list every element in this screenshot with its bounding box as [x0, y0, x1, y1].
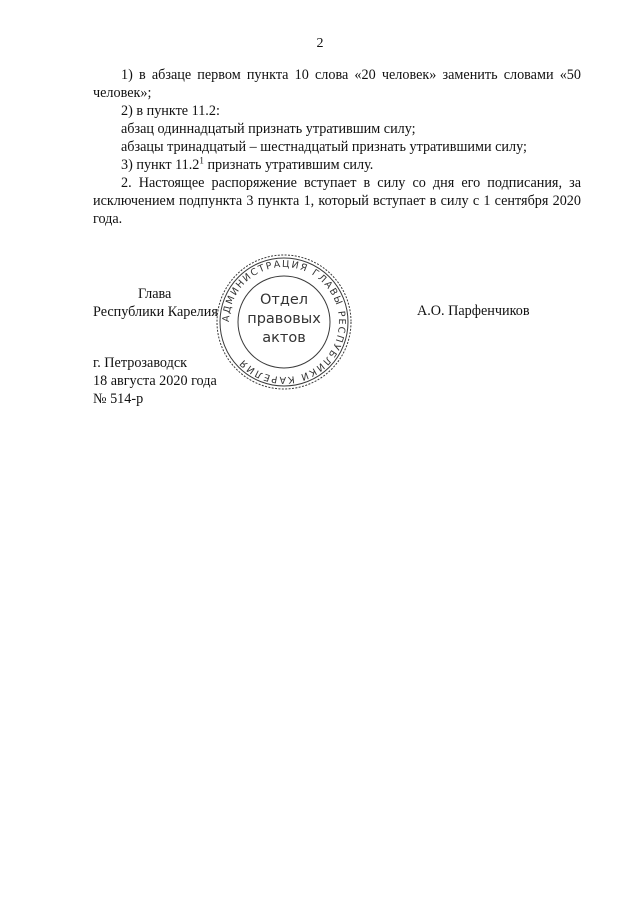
document-date: 18 августа 2020 года: [93, 373, 217, 389]
stamp-ring-text: АДМИНИСТРАЦИЯ ГЛАВЫ РЕСПУБЛИКИ КАРЕЛИЯ: [220, 258, 348, 386]
paragraph-5-suffix: признать утратившим силу.: [203, 157, 374, 173]
stamp-center-line-2: правовых: [247, 311, 321, 327]
page-number: 2: [316, 36, 324, 51]
paragraph-5: [93, 156, 581, 174]
document-body: [93, 66, 581, 228]
signature-title-line-2: Республики Карелия: [93, 304, 218, 320]
signature-title: [93, 285, 218, 321]
paragraph-5-prefix: 3) пункт 11.2: [121, 157, 200, 173]
official-stamp: [214, 252, 354, 392]
document-number: № 514-р: [93, 391, 144, 407]
stamp-center-line-3: актов: [262, 330, 306, 346]
signatory-name: А.О. Парфенчиков: [417, 303, 530, 319]
superscript: 1: [199, 155, 204, 166]
paragraph-6: 2. Настоящее распоряжение вступает в силу со дня его подписания, за исключением подпункта 3 пункта 1, который вступает в силу с 1 сентября 2020 года.: [93, 175, 581, 227]
paragraph-3: абзац одиннадцатый признать утратившим силу;: [121, 121, 416, 137]
signature-title-line-1: Глава: [138, 286, 172, 302]
paragraph-4: абзацы тринадцатый – шестнадцатый признать утратившими силу;: [121, 139, 527, 155]
city: г. Петрозаводск: [93, 355, 188, 371]
paragraph-2: 2) в пункте 11.2:: [121, 103, 220, 119]
place-date-block: [93, 354, 217, 408]
paragraph-1: 1) в абзаце первом пункта 10 слова «20 человек» заменить словами «50 человек»;: [93, 67, 581, 101]
stamp-center-line-1: Отдел: [259, 292, 309, 308]
